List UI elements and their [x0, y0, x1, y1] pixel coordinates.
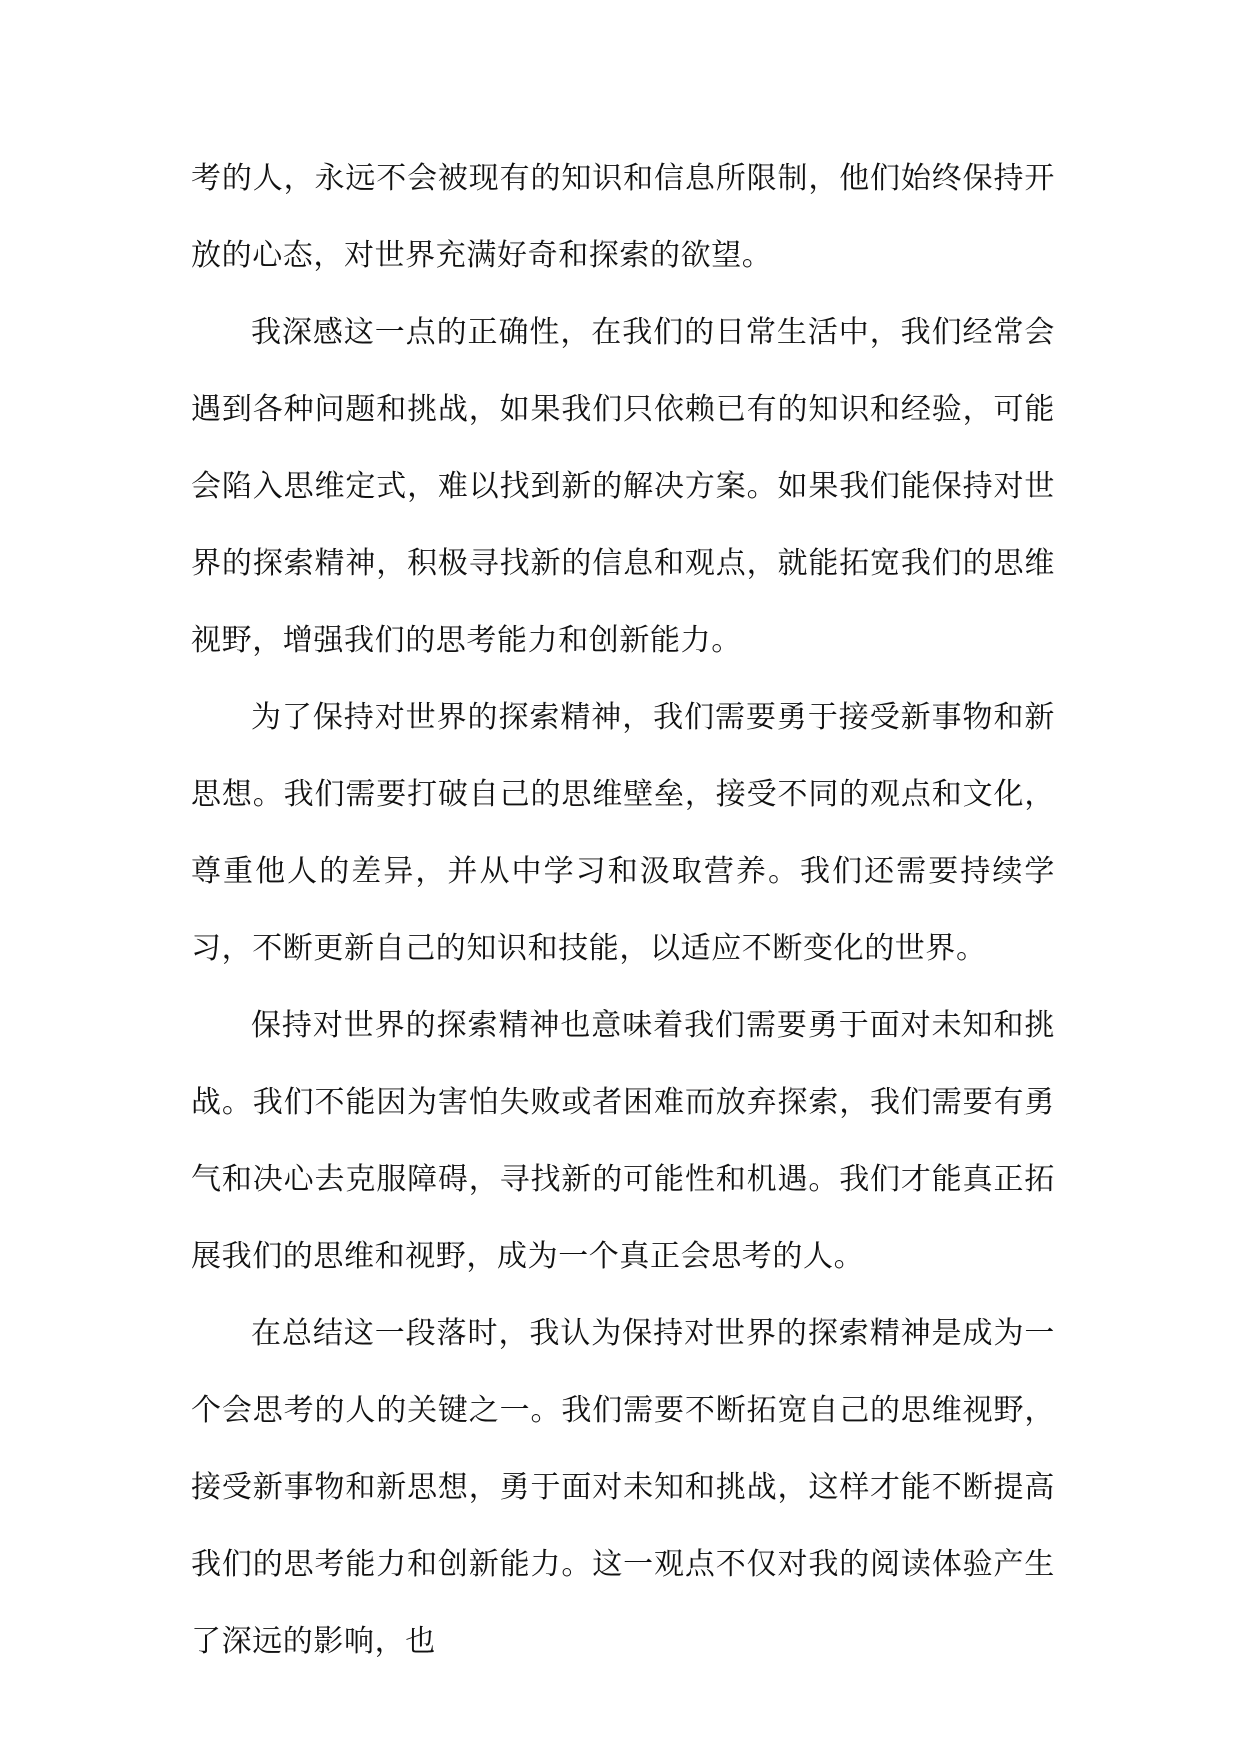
paragraph-2: 我深感这一点的正确性，在我们的日常生活中，我们经常会遇到各种问题和挑战，如果我们只依赖已有的知识和经验，可能会陷入思维定式，难以找到新的解决方案。如果我们能保持对世界的探索精神，积极寻找新的信息和观点，就能拓宽我们的思维视野，增强我们的思考能力和创新能力。: [191, 315, 1055, 658]
paragraph-3: 为了保持对世界的探索精神，我们需要勇于接受新事物和新思想。我们需要打破自己的思维壁垒，接受不同的观点和文化，尊重他人的差异，并从中学习和汲取营养。我们还需要持续学习，不断更新自己的知识和技能，以适应不断变化的世界。: [191, 700, 1055, 966]
body-text: [191, 140, 1055, 1680]
paragraph-4: 保持对世界的探索精神也意味着我们需要勇于面对未知和挑战。我们不能因为害怕失败或者困难而放弃探索，我们需要有勇气和决心去克服障碍，寻找新的可能性和机遇。我们才能真正拓展我们的思维和视野，成为一个真正会思考的人。: [191, 1008, 1055, 1274]
paragraph-1: 考的人，永远不会被现有的知识和信息所限制，他们始终保持开放的心态，对世界充满好奇和探索的欲望。: [191, 161, 1055, 273]
paragraph-5: 在总结这一段落时，我认为保持对世界的探索精神是成为一个会思考的人的关键之一。我们需要不断拓宽自己的思维视野，接受新事物和新思想，勇于面对未知和挑战，这样才能不断提高我们的思考能力和创新能力。这一观点不仅对我的阅读体验产生了深远的影响，也: [191, 1316, 1055, 1659]
